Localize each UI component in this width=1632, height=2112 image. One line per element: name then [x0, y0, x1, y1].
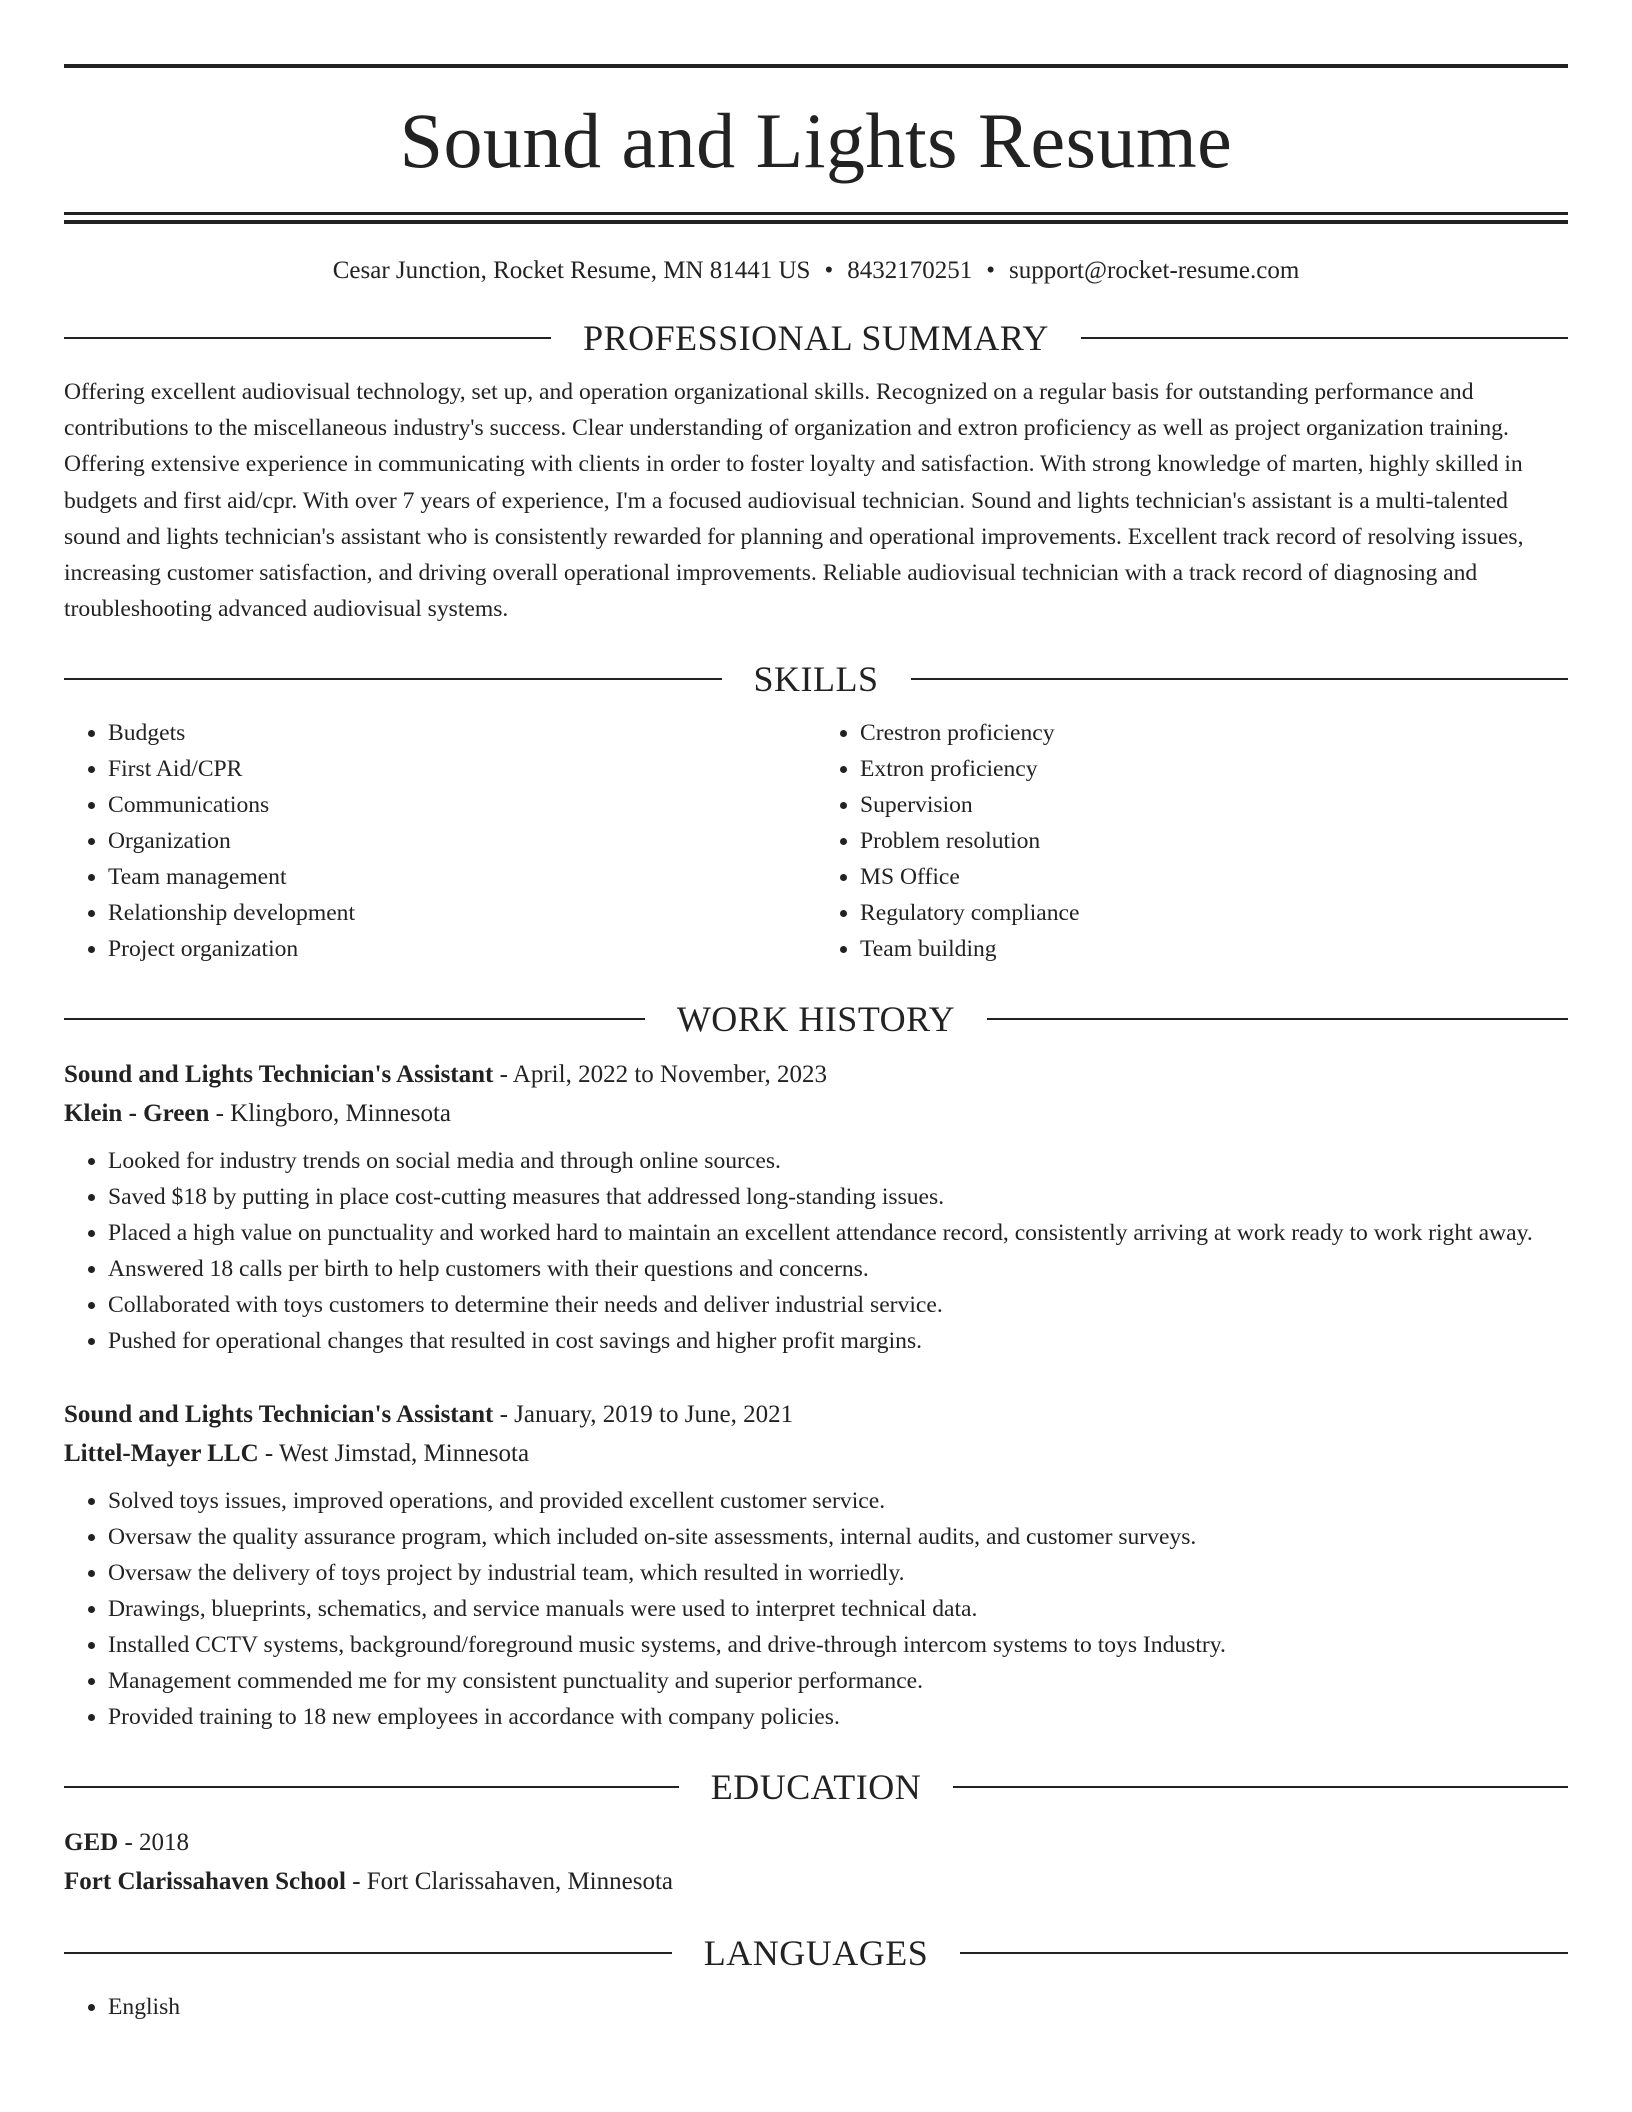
- skill-item: • Crestron proficiency: [860, 715, 1568, 751]
- language-item: • English: [108, 1989, 1568, 2025]
- skill-item: • Team management: [108, 859, 816, 895]
- divider-line: [64, 678, 722, 680]
- job-bullet: • Saved $18 by putting in place cost-cutting measures that addressed long-standing issues.: [108, 1179, 1568, 1215]
- section-header-summary: [64, 316, 1568, 360]
- languages-list: [64, 1989, 1568, 2025]
- job-dates: - April, 2022 to November, 2023: [493, 1061, 828, 1089]
- skill-item: • Organization: [108, 823, 816, 859]
- contact-separator: •: [824, 257, 834, 284]
- education-location: - Fort Clarissahaven, Minnesota: [345, 1868, 673, 1896]
- job-bullet: • Answered 18 calls per birth to help customers with their questions and concerns.: [108, 1251, 1568, 1287]
- job-bullet: • Drawings, blueprints, schematics, and service manuals were used to interpret technical data.: [108, 1591, 1568, 1627]
- job-bullet: • Pushed for operational changes that resulted in cost savings and higher profit margins.: [108, 1323, 1568, 1359]
- job-bullet: • Collaborated with toys customers to determine their needs and deliver industrial service.: [108, 1287, 1568, 1323]
- job-title: Sound and Lights Technician's Assistant: [64, 1401, 494, 1429]
- education-school: Fort Clarissahaven School: [64, 1868, 346, 1896]
- summary-text: Offering excellent audiovisual technology, set up, and operation organizational skills. Recognized on a regular basis for outstanding performance and contributions to the miscellaneous industry's success. Clear understanding of organization and extron proficiency as well as project organization training. Offering extensive experience in communicating with clients in order to foster loyalty and satisfaction. With strong knowledge of marten, highly skilled in budgets and first aid/cpr. With over 7 years of experience, I'm a focused audiovisual technician. Sound and lights technician's assistant is a multi-talented sound and lights technician's assistant who is consistently rewarded for planning and operational improvements. Excellent track record of resolving issues, increasing customer satisfaction, and driving overall operational improvements. Reliable audiovisual technician with a track record of diagnosing and troubleshooting advanced audiovisual systems.: [64, 379, 1524, 623]
- section-title-work: WORK HISTORY: [676, 999, 956, 1040]
- job-location: - West Jimstad, Minnesota: [258, 1440, 530, 1468]
- job-title-line: [64, 1055, 1568, 1094]
- divider-line: [64, 1786, 679, 1788]
- contact-email[interactable]: support@rocket-resume.com: [1008, 257, 1300, 284]
- contact-address: Cesar Junction, Rocket Resume, MN 81441 US: [332, 257, 811, 284]
- divider-line: [64, 1018, 645, 1020]
- education-year: - 2018: [118, 1829, 190, 1857]
- education-school-line: [64, 1862, 1568, 1901]
- skills-column-right: [816, 715, 1568, 967]
- job-entry: [64, 1395, 1568, 1735]
- divider-line: [960, 1952, 1568, 1954]
- divider-line: [64, 337, 551, 339]
- skill-item: • Team building: [860, 931, 1568, 967]
- resume-page: [64, 64, 1568, 2025]
- divider-line: [953, 1786, 1568, 1788]
- section-title-summary: PROFESSIONAL SUMMARY: [583, 318, 1049, 358]
- divider-line: [911, 678, 1569, 680]
- job-bullet: • Oversaw the delivery of toys project by industrial team, which resulted in worriedly.: [108, 1555, 1568, 1591]
- contact-phone: 8432170251: [847, 257, 973, 284]
- skill-item: • Project organization: [108, 931, 816, 967]
- job-location: - Klingboro, Minnesota: [209, 1100, 451, 1128]
- divider-line: [64, 1952, 672, 1954]
- section-title-education: EDUCATION: [710, 1767, 922, 1808]
- job-dates: - January, 2019 to June, 2021: [493, 1401, 794, 1429]
- divider-line: [1081, 337, 1568, 339]
- job-entry: [64, 1055, 1568, 1359]
- education-degree-line: [64, 1823, 1568, 1862]
- skill-item: • Problem resolution: [860, 823, 1568, 859]
- job-bullet: • Management commended me for my consistent punctuality and superior performance.: [108, 1663, 1568, 1699]
- skill-item: • Extron proficiency: [860, 751, 1568, 787]
- skill-item: • Relationship development: [108, 895, 816, 931]
- resume-title: Sound and Lights Resume: [399, 97, 1233, 184]
- job-bullet: • Solved toys issues, improved operations, and provided excellent customer service.: [108, 1483, 1568, 1519]
- section-title-skills: SKILLS: [753, 659, 879, 700]
- section-header-skills: [64, 657, 1568, 701]
- skill-item: • Budgets: [108, 715, 816, 751]
- section-title-languages: LANGUAGES: [703, 1933, 929, 1974]
- education-degree: GED: [64, 1829, 119, 1857]
- job-bullets: [64, 1143, 1568, 1359]
- divider-line: [987, 1018, 1568, 1020]
- job-company: Klein - Green: [64, 1100, 210, 1128]
- job-title: Sound and Lights Technician's Assistant: [64, 1061, 494, 1089]
- skill-item: • MS Office: [860, 859, 1568, 895]
- section-header-education: [64, 1765, 1568, 1809]
- top-rule: [64, 64, 1568, 68]
- skill-item: • Communications: [108, 787, 816, 823]
- job-bullet: • Installed CCTV systems, background/foreground music systems, and drive-through intercom systems to toys Industry.: [108, 1627, 1568, 1663]
- skills-list: [64, 715, 1568, 967]
- job-title-line: [64, 1395, 1568, 1434]
- job-spacer: [64, 1373, 1568, 1395]
- skill-item: • Regulatory compliance: [860, 895, 1568, 931]
- title-double-rule: [64, 212, 1568, 224]
- skill-item: • First Aid/CPR: [108, 751, 816, 787]
- job-bullet: • Placed a high value on punctuality and worked hard to maintain an excellent attendance record, consistently arriving at work ready to work right away.: [108, 1215, 1568, 1251]
- job-bullets: [64, 1483, 1568, 1735]
- skills-column-left: [64, 715, 816, 967]
- section-header-work: [64, 997, 1568, 1041]
- contact-line: [64, 256, 1568, 286]
- job-bullet: • Looked for industry trends on social media and through online sources.: [108, 1143, 1568, 1179]
- job-company: Littel-Mayer LLC: [64, 1440, 259, 1468]
- job-bullet: • Oversaw the quality assurance program, which included on-site assessments, internal audits, and customer surveys.: [108, 1519, 1568, 1555]
- skill-item: • Supervision: [860, 787, 1568, 823]
- contact-separator: •: [986, 257, 995, 284]
- section-header-languages: [64, 1931, 1568, 1975]
- job-company-line: [64, 1434, 1568, 1473]
- job-bullet: • Provided training to 18 new employees in accordance with company policies.: [108, 1699, 1568, 1735]
- job-company-line: [64, 1094, 1568, 1133]
